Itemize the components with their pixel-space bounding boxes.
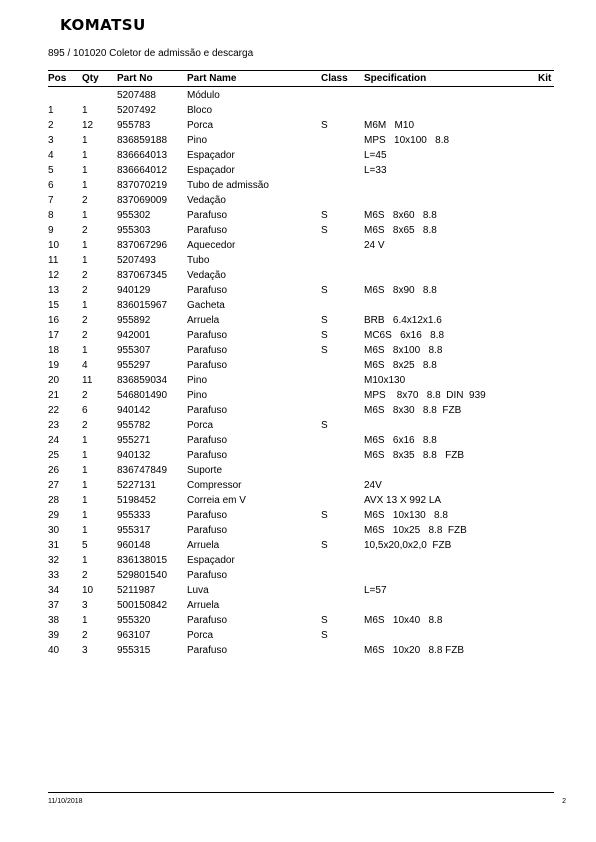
- cell-part-name: Parafuso: [187, 645, 228, 656]
- table-row: [48, 284, 554, 299]
- cell-class: S: [321, 210, 328, 221]
- cell-pos: 19: [48, 360, 60, 371]
- cell-qty: 1: [82, 480, 88, 491]
- cell-pos: 7: [48, 195, 54, 206]
- cell-qty: 1: [82, 210, 88, 221]
- cell-pos: 26: [48, 465, 60, 476]
- table-row: [48, 614, 554, 629]
- cell-pos: 33: [48, 570, 60, 581]
- cell-class: S: [321, 225, 328, 236]
- cell-part-name: Suporte: [187, 465, 223, 476]
- cell-pos: 40: [48, 645, 60, 656]
- cell-part-no: 837067345: [117, 270, 168, 281]
- cell-pos: 15: [48, 300, 60, 311]
- cell-pos: 30: [48, 525, 60, 536]
- table-row: [48, 509, 554, 524]
- cell-qty: 2: [82, 390, 88, 401]
- cell-specification: M6S 10x130 8.8: [364, 510, 448, 521]
- table-row: [48, 539, 554, 554]
- cell-part-name: Parafuso: [187, 435, 228, 446]
- cell-part-no: 836664013: [117, 150, 168, 161]
- cell-specification: 24V: [364, 480, 382, 491]
- cell-part-no: 955307: [117, 345, 151, 356]
- cell-specification: M6M M10: [364, 120, 415, 131]
- cell-pos: 21: [48, 390, 60, 401]
- cell-pos: 25: [48, 450, 60, 461]
- cell-qty: 1: [82, 105, 88, 116]
- cell-qty: 3: [82, 645, 88, 656]
- cell-part-name: Pino: [187, 390, 208, 401]
- cell-class: S: [321, 120, 328, 131]
- cell-pos: 10: [48, 240, 60, 251]
- cell-qty: 1: [82, 555, 88, 566]
- table-row: [48, 554, 554, 569]
- cell-qty: 3: [82, 600, 88, 611]
- cell-specification: AVX 13 X 992 LA: [364, 495, 442, 506]
- cell-pos: 16: [48, 315, 60, 326]
- cell-part-name: Bloco: [187, 105, 213, 116]
- table-row: [48, 329, 554, 344]
- cell-specification: M6S 8x65 8.8: [364, 225, 437, 236]
- cell-specification: M6S 8x90 8.8: [364, 285, 437, 296]
- cell-pos: 22: [48, 405, 60, 416]
- table-row: [48, 134, 554, 149]
- cell-part-no: 955297: [117, 360, 151, 371]
- cell-pos: 34: [48, 585, 60, 596]
- column-header-part-name: Part Name: [187, 73, 237, 84]
- table-row: [48, 299, 554, 314]
- cell-part-no: 955892: [117, 315, 151, 326]
- table-row: [48, 209, 554, 224]
- cell-part-no: 940142: [117, 405, 151, 416]
- cell-part-name: Espaçador: [187, 555, 235, 566]
- cell-part-name: Tubo: [187, 255, 210, 266]
- table-row: [48, 104, 554, 119]
- cell-pos: 5: [48, 165, 54, 176]
- cell-part-no: 960148: [117, 540, 151, 551]
- table-row: [48, 629, 554, 644]
- cell-qty: 2: [82, 630, 88, 641]
- cell-pos: 6: [48, 180, 54, 191]
- cell-pos: 9: [48, 225, 54, 236]
- cell-part-name: Espaçador: [187, 165, 235, 176]
- cell-part-no: 955783: [117, 120, 151, 131]
- cell-part-no: 836138015: [117, 555, 168, 566]
- brand-logo: KOMATSU: [60, 16, 146, 34]
- cell-qty: 2: [82, 315, 88, 326]
- cell-part-no: 940129: [117, 285, 151, 296]
- cell-class: S: [321, 510, 328, 521]
- cell-part-no: 955302: [117, 210, 151, 221]
- table-row: [48, 599, 554, 614]
- cell-part-no: 836015967: [117, 300, 168, 311]
- cell-part-name: Pino: [187, 135, 208, 146]
- cell-pos: 4: [48, 150, 54, 161]
- cell-specification: M6S 6x16 8.8: [364, 435, 437, 446]
- cell-pos: 32: [48, 555, 60, 566]
- cell-pos: 12: [48, 270, 60, 281]
- table-row: [48, 344, 554, 359]
- cell-part-no: 837069009: [117, 195, 168, 206]
- cell-specification: MPS 8x70 8.8 DIN 939: [364, 390, 486, 401]
- cell-qty: 1: [82, 525, 88, 536]
- cell-qty: 2: [82, 270, 88, 281]
- cell-qty: 1: [82, 450, 88, 461]
- cell-part-name: Parafuso: [187, 405, 228, 416]
- cell-class: S: [321, 345, 328, 356]
- cell-qty: 1: [82, 345, 88, 356]
- cell-part-name: Tubo de admissão: [187, 180, 269, 191]
- footer-page-number: 2: [562, 798, 566, 805]
- table-row: [48, 269, 554, 284]
- cell-part-no: 955320: [117, 615, 151, 626]
- cell-part-no: 836747849: [117, 465, 168, 476]
- cell-part-no: 940132: [117, 450, 151, 461]
- cell-part-no: 5207492: [117, 105, 156, 116]
- table-row: [48, 464, 554, 479]
- table-row: [48, 194, 554, 209]
- cell-qty: 1: [82, 180, 88, 191]
- table-row: [48, 89, 554, 104]
- cell-specification: M6S 10x40 8.8: [364, 615, 443, 626]
- cell-pos: 1: [48, 105, 54, 116]
- cell-part-name: Parafuso: [187, 210, 228, 221]
- cell-specification: M10x130: [364, 375, 406, 386]
- cell-qty: 10: [82, 585, 94, 596]
- cell-pos: 39: [48, 630, 60, 641]
- cell-part-name: Parafuso: [187, 285, 228, 296]
- table-row: [48, 644, 554, 659]
- cell-qty: 1: [82, 240, 88, 251]
- cell-specification: BRB 6.4x12x1.6: [364, 315, 442, 326]
- table-row: [48, 359, 554, 374]
- table-row: [48, 584, 554, 599]
- cell-pos: 8: [48, 210, 54, 221]
- cell-specification: M6S 8x25 8.8: [364, 360, 437, 371]
- cell-part-name: Parafuso: [187, 360, 228, 371]
- cell-part-no: 955303: [117, 225, 151, 236]
- table-row: [48, 149, 554, 164]
- cell-part-no: 955271: [117, 435, 151, 446]
- cell-qty: 2: [82, 420, 88, 431]
- column-header-part-no: Part No: [117, 73, 153, 84]
- table-row: [48, 419, 554, 434]
- cell-qty: 6: [82, 405, 88, 416]
- cell-qty: 2: [82, 225, 88, 236]
- table-row: [48, 164, 554, 179]
- cell-part-name: Compressor: [187, 480, 242, 491]
- cell-qty: 1: [82, 435, 88, 446]
- cell-class: S: [321, 315, 328, 326]
- cell-part-name: Gacheta: [187, 300, 225, 311]
- cell-qty: 1: [82, 150, 88, 161]
- cell-part-no: 500150842: [117, 600, 168, 611]
- cell-pos: 13: [48, 285, 60, 296]
- cell-part-no: 529801540: [117, 570, 168, 581]
- footer-date: 11/10/2018: [48, 798, 83, 805]
- cell-specification: L=45: [364, 150, 387, 161]
- table-row: [48, 254, 554, 269]
- cell-pos: 2: [48, 120, 54, 131]
- cell-part-name: Correia em V: [187, 495, 246, 506]
- cell-qty: 1: [82, 615, 88, 626]
- cell-part-name: Espaçador: [187, 150, 235, 161]
- cell-class: S: [321, 630, 328, 641]
- cell-pos: 27: [48, 480, 60, 491]
- cell-specification: 24 V: [364, 240, 385, 251]
- cell-qty: 4: [82, 360, 88, 371]
- cell-qty: 11: [82, 375, 93, 386]
- footer-rule: [48, 792, 554, 793]
- cell-pos: 38: [48, 615, 60, 626]
- cell-part-name: Parafuso: [187, 345, 228, 356]
- cell-part-no: 955333: [117, 510, 151, 521]
- column-header-pos: Pos: [48, 73, 67, 84]
- cell-class: S: [321, 540, 328, 551]
- cell-part-no: 836859188: [117, 135, 168, 146]
- cell-part-name: Parafuso: [187, 525, 228, 536]
- cell-pos: 3: [48, 135, 54, 146]
- cell-qty: 2: [82, 285, 88, 296]
- cell-specification: 10,5x20,0x2,0 FZB: [364, 540, 452, 551]
- column-header-kit: Kit: [538, 73, 552, 84]
- cell-part-name: Vedação: [187, 195, 226, 206]
- cell-part-no: 942001: [117, 330, 151, 341]
- cell-part-name: Parafuso: [187, 510, 228, 521]
- column-header-specification: Specification: [364, 73, 427, 84]
- cell-part-name: Porca: [187, 120, 214, 131]
- cell-pos: 24: [48, 435, 60, 446]
- document-title: 895 / 101020 Coletor de admissão e descarga: [48, 48, 254, 59]
- cell-part-name: Aquecedor: [187, 240, 236, 251]
- cell-part-name: Arruela: [187, 315, 220, 326]
- cell-part-no: 5207488: [117, 90, 156, 101]
- column-header-qty: Qty: [82, 73, 99, 84]
- table-row: [48, 494, 554, 509]
- cell-part-name: Porca: [187, 630, 214, 641]
- cell-qty: 2: [82, 330, 88, 341]
- cell-pos: 20: [48, 375, 60, 386]
- cell-pos: 17: [48, 330, 60, 341]
- cell-part-name: Vedação: [187, 270, 226, 281]
- cell-part-no: 5207493: [117, 255, 156, 266]
- cell-qty: 1: [82, 255, 88, 266]
- cell-qty: 2: [82, 570, 88, 581]
- cell-class: S: [321, 615, 328, 626]
- cell-specification: MC6S 6x16 8.8: [364, 330, 445, 341]
- table-row: [48, 389, 554, 404]
- cell-pos: 11: [48, 255, 59, 266]
- table-row: [48, 224, 554, 239]
- cell-pos: 37: [48, 600, 60, 611]
- cell-qty: 5: [82, 540, 88, 551]
- parts-table-body: [48, 89, 554, 659]
- column-header-class: Class: [321, 73, 348, 84]
- table-row: [48, 449, 554, 464]
- cell-qty: 1: [82, 300, 88, 311]
- cell-specification: M6S 8x35 8.8 FZB: [364, 450, 465, 461]
- table-row: [48, 479, 554, 494]
- cell-part-no: 836859034: [117, 375, 168, 386]
- cell-pos: 23: [48, 420, 60, 431]
- cell-part-name: Luva: [187, 585, 209, 596]
- table-row: [48, 239, 554, 254]
- table-row: [48, 434, 554, 449]
- cell-part-name: Parafuso: [187, 225, 228, 236]
- table-header: [48, 71, 554, 86]
- cell-specification: MPS 10x100 8.8: [364, 135, 450, 146]
- cell-qty: 2: [82, 195, 88, 206]
- table-row: [48, 179, 554, 194]
- cell-qty: 12: [82, 120, 94, 131]
- cell-qty: 1: [82, 165, 88, 176]
- cell-part-no: 5227131: [117, 480, 156, 491]
- cell-part-no: 546801490: [117, 390, 168, 401]
- cell-specification: L=33: [364, 165, 387, 176]
- cell-pos: 29: [48, 510, 60, 521]
- cell-pos: 28: [48, 495, 60, 506]
- cell-part-name: Parafuso: [187, 450, 228, 461]
- cell-part-name: Parafuso: [187, 330, 228, 341]
- table-row: [48, 569, 554, 584]
- cell-part-name: Arruela: [187, 600, 220, 611]
- cell-qty: 1: [82, 510, 88, 521]
- cell-pos: 31: [48, 540, 60, 551]
- cell-part-no: 955315: [117, 645, 151, 656]
- cell-part-name: Porca: [187, 420, 214, 431]
- cell-specification: M6S 8x60 8.8: [364, 210, 437, 221]
- cell-part-name: Parafuso: [187, 570, 228, 581]
- cell-class: S: [321, 420, 328, 431]
- table-row: [48, 314, 554, 329]
- cell-specification: M6S 10x20 8.8 FZB: [364, 645, 465, 656]
- cell-pos: 18: [48, 345, 60, 356]
- cell-specification: L=57: [364, 585, 387, 596]
- cell-qty: 1: [82, 495, 88, 506]
- cell-qty: 1: [82, 465, 88, 476]
- cell-qty: 1: [82, 135, 88, 146]
- cell-part-no: 955317: [117, 525, 151, 536]
- cell-part-no: 5198452: [117, 495, 156, 506]
- cell-specification: M6S 8x30 8.8 FZB: [364, 405, 462, 416]
- cell-part-name: Arruela: [187, 540, 220, 551]
- cell-class: S: [321, 330, 328, 341]
- table-row: [48, 404, 554, 419]
- cell-class: S: [321, 285, 328, 296]
- table-header-rule: [48, 86, 554, 87]
- table-row: [48, 119, 554, 134]
- cell-part-no: 963107: [117, 630, 151, 641]
- cell-part-no: 837067296: [117, 240, 168, 251]
- cell-part-no: 955782: [117, 420, 151, 431]
- table-row: [48, 374, 554, 389]
- cell-part-no: 837070219: [117, 180, 168, 191]
- cell-part-name: Parafuso: [187, 615, 228, 626]
- table-row: [48, 524, 554, 539]
- cell-part-no: 5211987: [117, 585, 156, 596]
- cell-part-name: Módulo: [187, 90, 220, 101]
- cell-specification: M6S 10x25 8.8 FZB: [364, 525, 467, 536]
- cell-part-no: 836664012: [117, 165, 168, 176]
- cell-specification: M6S 8x100 8.8: [364, 345, 443, 356]
- cell-part-name: Pino: [187, 375, 208, 386]
